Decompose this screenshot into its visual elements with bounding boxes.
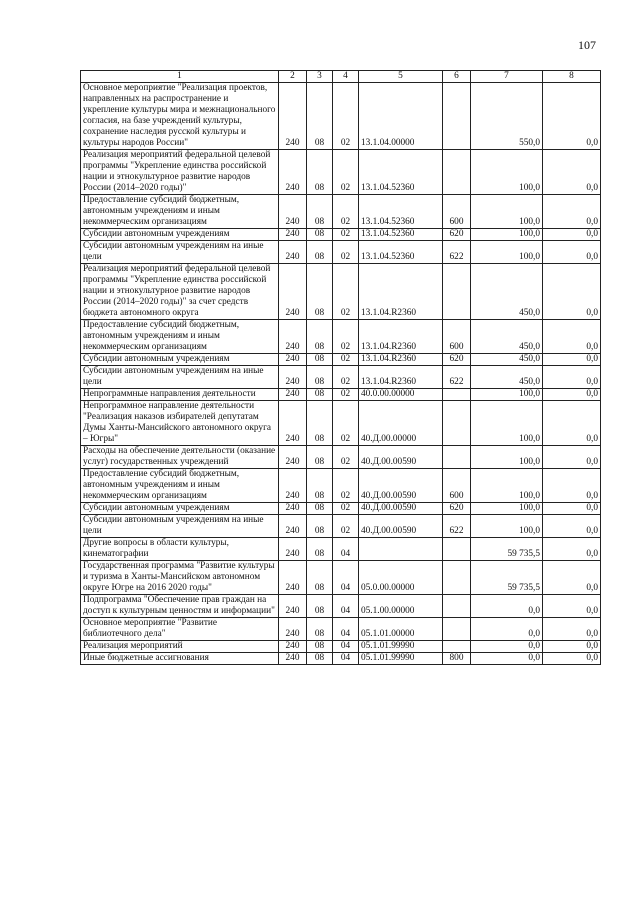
subsection-cell: 04 xyxy=(333,538,359,561)
amount-cell: 450,0 xyxy=(471,264,543,320)
item-name-cell: Реализация мероприятий федеральной целевой программы "Укрепление единства российской нации и этнокультурное развитие народов России (2014–2020 годы)" за счет средств бюджета автономного округа xyxy=(81,264,279,320)
amount-cell: 450,0 xyxy=(471,354,543,366)
item-name-cell: Субсидии автономным учреждениям на иные цели xyxy=(81,515,279,538)
section-cell: 08 xyxy=(307,320,333,354)
table-body xyxy=(81,83,601,665)
amount-cell: 0,0 xyxy=(471,641,543,653)
amount-cell: 100,0 xyxy=(471,389,543,401)
item-name-cell: Непрограммные направления деятельности xyxy=(81,389,279,401)
amount-cell: 100,0 xyxy=(471,150,543,195)
code-cell: 240 xyxy=(279,366,307,389)
subsection-cell: 02 xyxy=(333,446,359,469)
expense-type-cell xyxy=(443,401,471,446)
column-header: 4 xyxy=(333,71,359,83)
amount-cell: 0,0 xyxy=(543,366,601,389)
amount-cell: 0,0 xyxy=(543,354,601,366)
section-cell: 08 xyxy=(307,401,333,446)
target-article-cell: 05.1.01.00000 xyxy=(359,618,443,641)
subsection-cell: 04 xyxy=(333,618,359,641)
amount-cell: 0,0 xyxy=(543,320,601,354)
code-cell: 240 xyxy=(279,618,307,641)
expense-type-cell xyxy=(443,150,471,195)
item-name-cell: Другие вопросы в области культуры, кинематографии xyxy=(81,538,279,561)
item-name-cell: Основное мероприятие "Развитие библиотечного дела" xyxy=(81,618,279,641)
table-row xyxy=(81,150,601,195)
table-row xyxy=(81,195,601,229)
amount-cell: 100,0 xyxy=(471,469,543,503)
subsection-cell: 02 xyxy=(333,229,359,241)
code-cell: 240 xyxy=(279,469,307,503)
amount-cell: 0,0 xyxy=(543,618,601,641)
table-row xyxy=(81,538,601,561)
amount-cell: 0,0 xyxy=(543,538,601,561)
section-cell: 08 xyxy=(307,229,333,241)
table-row xyxy=(81,503,601,515)
subsection-cell: 02 xyxy=(333,150,359,195)
expense-type-cell: 620 xyxy=(443,229,471,241)
expense-type-cell: 600 xyxy=(443,195,471,229)
expense-type-cell xyxy=(443,83,471,150)
table-row xyxy=(81,241,601,264)
code-cell: 240 xyxy=(279,503,307,515)
table-row xyxy=(81,515,601,538)
column-header: 8 xyxy=(543,71,601,83)
subsection-cell: 02 xyxy=(333,195,359,229)
target-article-cell xyxy=(359,538,443,561)
table-row xyxy=(81,320,601,354)
subsection-cell: 02 xyxy=(333,366,359,389)
table-row xyxy=(81,83,601,150)
subsection-cell: 02 xyxy=(333,83,359,150)
section-cell: 08 xyxy=(307,150,333,195)
section-cell: 08 xyxy=(307,469,333,503)
target-article-cell: 05.1.00.00000 xyxy=(359,595,443,618)
expense-type-cell xyxy=(443,561,471,595)
item-name-cell: Непрограммное направление деятельности "Реализация наказов избирателей депутатам Думы Ханты-Мансийского автономного округа – Югры" xyxy=(81,401,279,446)
item-name-cell: Реализация мероприятий федеральной целевой программы "Укрепление единства российской нации и этнокультурное развитие народов России (2014–2020 годы)" xyxy=(81,150,279,195)
section-cell: 08 xyxy=(307,195,333,229)
expense-type-cell xyxy=(443,446,471,469)
amount-cell: 0,0 xyxy=(543,83,601,150)
section-cell: 08 xyxy=(307,264,333,320)
amount-cell: 0,0 xyxy=(543,503,601,515)
table-row xyxy=(81,641,601,653)
amount-cell: 0,0 xyxy=(471,618,543,641)
expense-type-cell xyxy=(443,595,471,618)
code-cell: 240 xyxy=(279,538,307,561)
amount-cell: 0,0 xyxy=(543,389,601,401)
amount-cell: 0,0 xyxy=(543,561,601,595)
amount-cell: 100,0 xyxy=(471,241,543,264)
amount-cell: 0,0 xyxy=(543,150,601,195)
table-row xyxy=(81,446,601,469)
section-cell: 08 xyxy=(307,595,333,618)
section-cell: 08 xyxy=(307,641,333,653)
column-header: 1 xyxy=(81,71,279,83)
table-row xyxy=(81,469,601,503)
amount-cell: 0,0 xyxy=(543,641,601,653)
target-article-cell: 40.Д.00.00590 xyxy=(359,446,443,469)
amount-cell: 0,0 xyxy=(543,195,601,229)
item-name-cell: Субсидии автономным учреждениям на иные цели xyxy=(81,366,279,389)
section-cell: 08 xyxy=(307,653,333,665)
code-cell: 240 xyxy=(279,401,307,446)
expense-type-cell xyxy=(443,389,471,401)
column-header: 6 xyxy=(443,71,471,83)
column-header: 7 xyxy=(471,71,543,83)
amount-cell: 100,0 xyxy=(471,401,543,446)
table-row xyxy=(81,653,601,665)
amount-cell: 450,0 xyxy=(471,366,543,389)
amount-cell: 100,0 xyxy=(471,229,543,241)
amount-cell: 100,0 xyxy=(471,515,543,538)
code-cell: 240 xyxy=(279,150,307,195)
table-header-row xyxy=(81,71,601,83)
amount-cell: 0,0 xyxy=(543,401,601,446)
target-article-cell: 05.1.01.99990 xyxy=(359,641,443,653)
column-header: 3 xyxy=(307,71,333,83)
target-article-cell: 05.0.00.00000 xyxy=(359,561,443,595)
target-article-cell: 40.Д.00.00590 xyxy=(359,469,443,503)
amount-cell: 0,0 xyxy=(543,446,601,469)
subsection-cell: 02 xyxy=(333,503,359,515)
item-name-cell: Расходы на обеспечение деятельности (оказание услуг) государственных учреждений xyxy=(81,446,279,469)
code-cell: 240 xyxy=(279,264,307,320)
code-cell: 240 xyxy=(279,653,307,665)
amount-cell: 100,0 xyxy=(471,195,543,229)
target-article-cell: 13.1.04.52360 xyxy=(359,150,443,195)
table-row xyxy=(81,618,601,641)
section-cell: 08 xyxy=(307,515,333,538)
subsection-cell: 02 xyxy=(333,389,359,401)
code-cell: 240 xyxy=(279,515,307,538)
item-name-cell: Субсидии автономным учреждениям xyxy=(81,229,279,241)
table-row xyxy=(81,229,601,241)
subsection-cell: 02 xyxy=(333,320,359,354)
code-cell: 240 xyxy=(279,595,307,618)
target-article-cell: 13.1.04.52360 xyxy=(359,229,443,241)
item-name-cell: Предоставление субсидий бюджетным, автономным учреждениям и иным некоммерческим организациям xyxy=(81,320,279,354)
subsection-cell: 04 xyxy=(333,653,359,665)
target-article-cell: 13.1.04.52360 xyxy=(359,195,443,229)
subsection-cell: 02 xyxy=(333,264,359,320)
table-row xyxy=(81,595,601,618)
section-cell: 08 xyxy=(307,366,333,389)
target-article-cell: 40.0.00.00000 xyxy=(359,389,443,401)
subsection-cell: 04 xyxy=(333,595,359,618)
item-name-cell: Государственная программа "Развитие культуры и туризма в Ханты-Мансийском автономном округе Югре на 2016 2020 годы" xyxy=(81,561,279,595)
target-article-cell: 05.1.01.99990 xyxy=(359,653,443,665)
code-cell: 240 xyxy=(279,195,307,229)
code-cell: 240 xyxy=(279,389,307,401)
amount-cell: 0,0 xyxy=(543,241,601,264)
item-name-cell: Субсидии автономным учреждениям xyxy=(81,354,279,366)
target-article-cell: 13.1.04.R2360 xyxy=(359,354,443,366)
section-cell: 08 xyxy=(307,83,333,150)
item-name-cell: Предоставление субсидий бюджетным, автономным учреждениям и иным некоммерческим организациям xyxy=(81,469,279,503)
subsection-cell: 02 xyxy=(333,515,359,538)
budget-table xyxy=(80,70,601,665)
item-name-cell: Субсидии автономным учреждениям xyxy=(81,503,279,515)
section-cell: 08 xyxy=(307,446,333,469)
target-article-cell: 40.Д.00.00000 xyxy=(359,401,443,446)
code-cell: 240 xyxy=(279,641,307,653)
section-cell: 08 xyxy=(307,389,333,401)
item-name-cell: Предоставление субсидий бюджетным, автономным учреждениям и иным некоммерческим организациям xyxy=(81,195,279,229)
item-name-cell: Реализация мероприятий xyxy=(81,641,279,653)
amount-cell: 0,0 xyxy=(543,264,601,320)
section-cell: 08 xyxy=(307,503,333,515)
section-cell: 08 xyxy=(307,241,333,264)
table-row xyxy=(81,389,601,401)
subsection-cell: 02 xyxy=(333,241,359,264)
table-row xyxy=(81,401,601,446)
code-cell: 240 xyxy=(279,446,307,469)
subsection-cell: 02 xyxy=(333,354,359,366)
expense-type-cell: 600 xyxy=(443,320,471,354)
code-cell: 240 xyxy=(279,354,307,366)
column-header: 5 xyxy=(359,71,443,83)
code-cell: 240 xyxy=(279,320,307,354)
item-name-cell: Подпрограмма "Обеспечение прав граждан на доступ к культурным ценностям и информации" xyxy=(81,595,279,618)
page-number: 107 xyxy=(578,38,596,52)
expense-type-cell xyxy=(443,264,471,320)
code-cell: 240 xyxy=(279,83,307,150)
column-header: 2 xyxy=(279,71,307,83)
expense-type-cell xyxy=(443,538,471,561)
amount-cell: 100,0 xyxy=(471,503,543,515)
target-article-cell: 13.1.04.R2360 xyxy=(359,366,443,389)
section-cell: 08 xyxy=(307,618,333,641)
section-cell: 08 xyxy=(307,561,333,595)
amount-cell: 550,0 xyxy=(471,83,543,150)
amount-cell: 100,0 xyxy=(471,446,543,469)
amount-cell: 450,0 xyxy=(471,320,543,354)
item-name-cell: Субсидии автономным учреждениям на иные цели xyxy=(81,241,279,264)
target-article-cell: 13.1.04.R2360 xyxy=(359,320,443,354)
target-article-cell: 40.Д.00.00590 xyxy=(359,503,443,515)
subsection-cell: 04 xyxy=(333,641,359,653)
expense-type-cell: 622 xyxy=(443,515,471,538)
subsection-cell: 02 xyxy=(333,401,359,446)
expense-type-cell: 622 xyxy=(443,366,471,389)
amount-cell: 0,0 xyxy=(543,595,601,618)
expense-type-cell: 622 xyxy=(443,241,471,264)
code-cell: 240 xyxy=(279,561,307,595)
target-article-cell: 13.1.04.00000 xyxy=(359,83,443,150)
amount-cell: 59 735,5 xyxy=(471,538,543,561)
amount-cell: 0,0 xyxy=(543,515,601,538)
expense-type-cell: 620 xyxy=(443,503,471,515)
expense-type-cell: 600 xyxy=(443,469,471,503)
subsection-cell: 02 xyxy=(333,469,359,503)
code-cell: 240 xyxy=(279,241,307,264)
amount-cell: 0,0 xyxy=(471,653,543,665)
expense-type-cell: 800 xyxy=(443,653,471,665)
table-row xyxy=(81,354,601,366)
expense-type-cell xyxy=(443,618,471,641)
item-name-cell: Иные бюджетные ассигнования xyxy=(81,653,279,665)
item-name-cell: Основное мероприятие "Реализация проектов, направленных на распространение и укрепление культуры мира и межнационального согласия, на базе учреждений культуры, сохранение наследия русской культуры и культуры народов России" xyxy=(81,83,279,150)
amount-cell: 0,0 xyxy=(543,653,601,665)
amount-cell: 0,0 xyxy=(543,229,601,241)
expense-type-cell: 620 xyxy=(443,354,471,366)
target-article-cell: 13.1.04.52360 xyxy=(359,241,443,264)
amount-cell: 0,0 xyxy=(543,469,601,503)
table-row xyxy=(81,561,601,595)
table-row xyxy=(81,366,601,389)
target-article-cell: 13.1.04.R2360 xyxy=(359,264,443,320)
code-cell: 240 xyxy=(279,229,307,241)
subsection-cell: 04 xyxy=(333,561,359,595)
amount-cell: 0,0 xyxy=(471,595,543,618)
expense-type-cell xyxy=(443,641,471,653)
section-cell: 08 xyxy=(307,354,333,366)
table-row xyxy=(81,264,601,320)
section-cell: 08 xyxy=(307,538,333,561)
target-article-cell: 40.Д.00.00590 xyxy=(359,515,443,538)
amount-cell: 59 735,5 xyxy=(471,561,543,595)
